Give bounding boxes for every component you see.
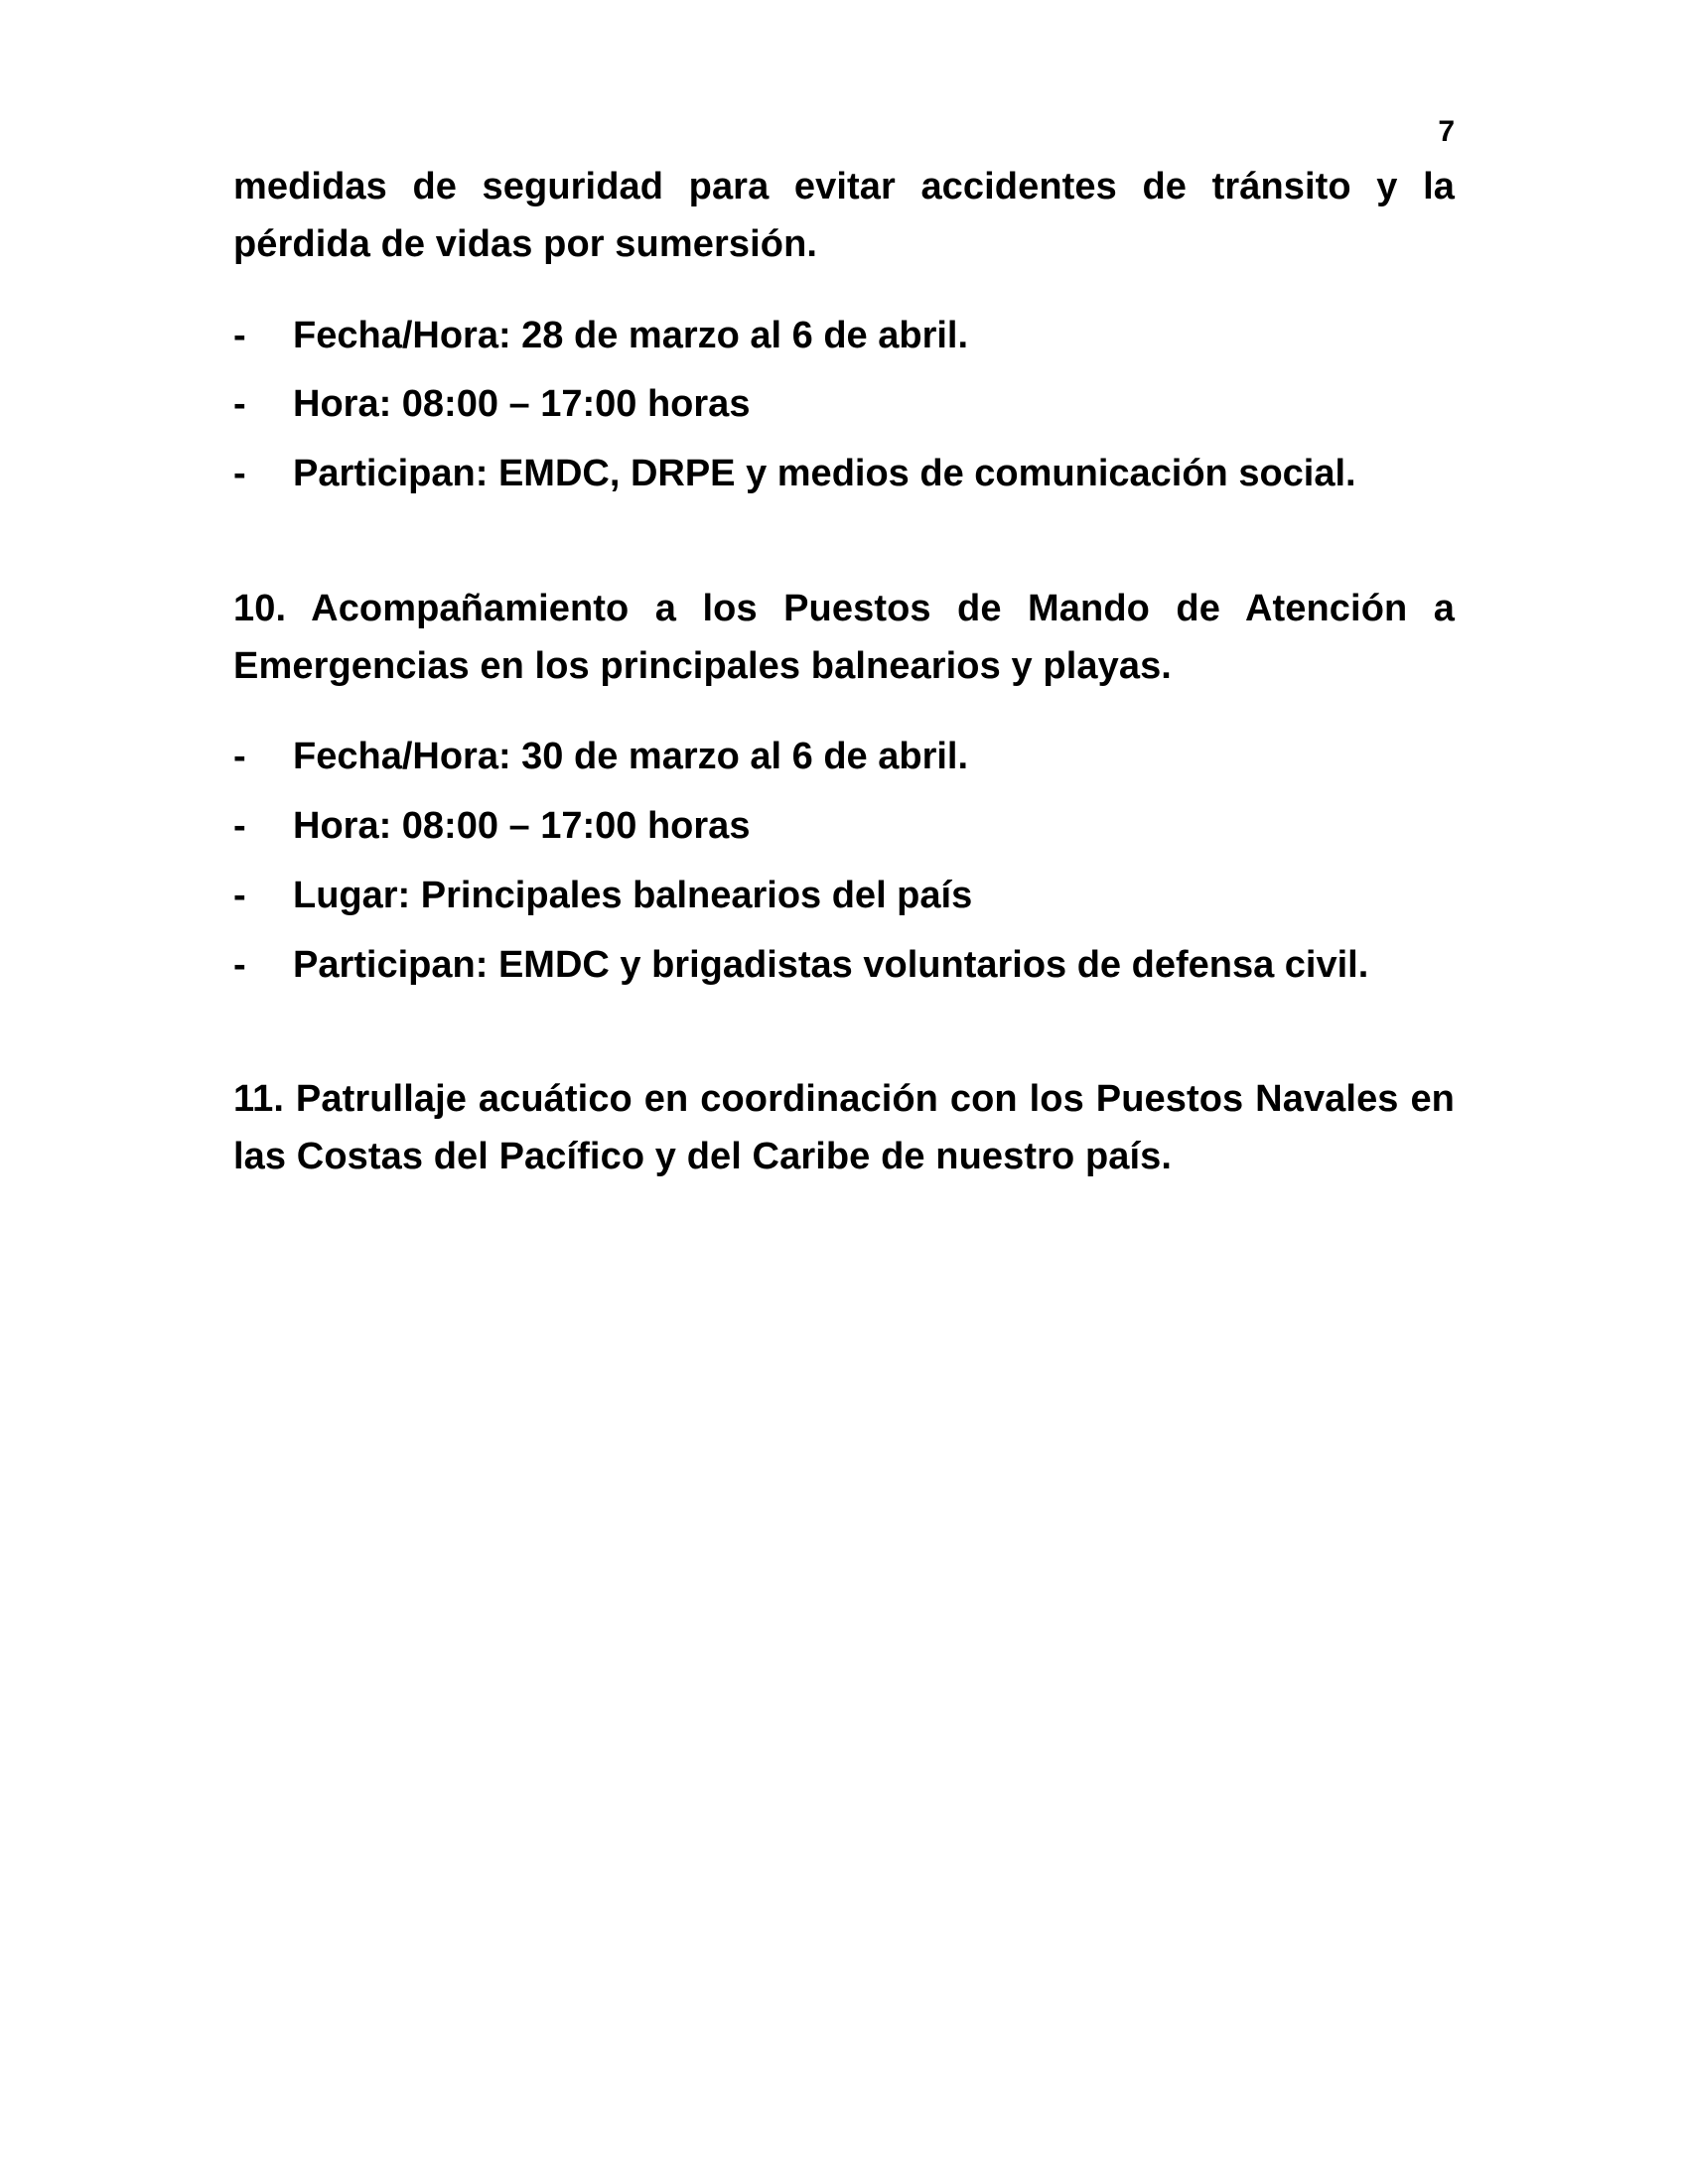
dash-bullet-icon: - bbox=[233, 453, 246, 494]
page-number: 7 bbox=[1438, 115, 1455, 148]
list-item-label: Fecha/Hora: 28 de marzo al 6 de abril. bbox=[293, 314, 969, 356]
list-item-label: Lugar: Principales balnearios del país bbox=[293, 874, 973, 916]
block-spacer bbox=[233, 695, 1455, 729]
list-item bbox=[233, 446, 1455, 503]
dash-bullet-icon: - bbox=[233, 943, 246, 986]
dash-bullet-icon: - bbox=[233, 805, 246, 847]
list-item bbox=[233, 798, 1455, 856]
list-item bbox=[233, 868, 1455, 925]
list-item-label: Hora: 08:00 – 17:00 horas bbox=[293, 383, 751, 426]
list-item bbox=[233, 308, 1455, 365]
list-item-label: Fecha/Hora: 30 de marzo al 6 de abril. bbox=[293, 736, 969, 778]
block-spacer bbox=[233, 274, 1455, 308]
list-item bbox=[233, 937, 1455, 995]
list-item-label: Participan: EMDC, DRPE y medios de comunicación social. bbox=[293, 453, 1356, 494]
bullet-list-item-9 bbox=[233, 308, 1455, 503]
list-item-label: Hora: 08:00 – 17:00 horas bbox=[293, 805, 751, 847]
block-spacer bbox=[233, 994, 1455, 1071]
dash-bullet-icon: - bbox=[233, 383, 246, 426]
numbered-heading-11: 11. Patrullaje acuático en coordinación con los Puestos Navales en las Costas del Pacífico y del Caribe de nuestro país. bbox=[233, 1078, 1455, 1177]
bullet-list-item-10 bbox=[233, 729, 1455, 994]
document-body bbox=[233, 159, 1455, 1186]
block-spacer bbox=[233, 503, 1455, 581]
list-item bbox=[233, 376, 1455, 434]
dash-bullet-icon: - bbox=[233, 874, 246, 916]
numbered-heading-10: 10. Acompañamiento a los Puestos de Mando de Atención a Emergencias en los principales balnearios y playas. bbox=[233, 587, 1455, 687]
list-item bbox=[233, 729, 1455, 786]
paragraph-continuation: medidas de seguridad para evitar accidentes de tránsito y la pérdida de vidas por sumersión. bbox=[233, 166, 1455, 265]
dash-bullet-icon: - bbox=[233, 736, 246, 778]
dash-bullet-icon: - bbox=[233, 314, 246, 356]
list-item-label: Participan: EMDC y brigadistas voluntarios de defensa civil. bbox=[293, 943, 1369, 986]
